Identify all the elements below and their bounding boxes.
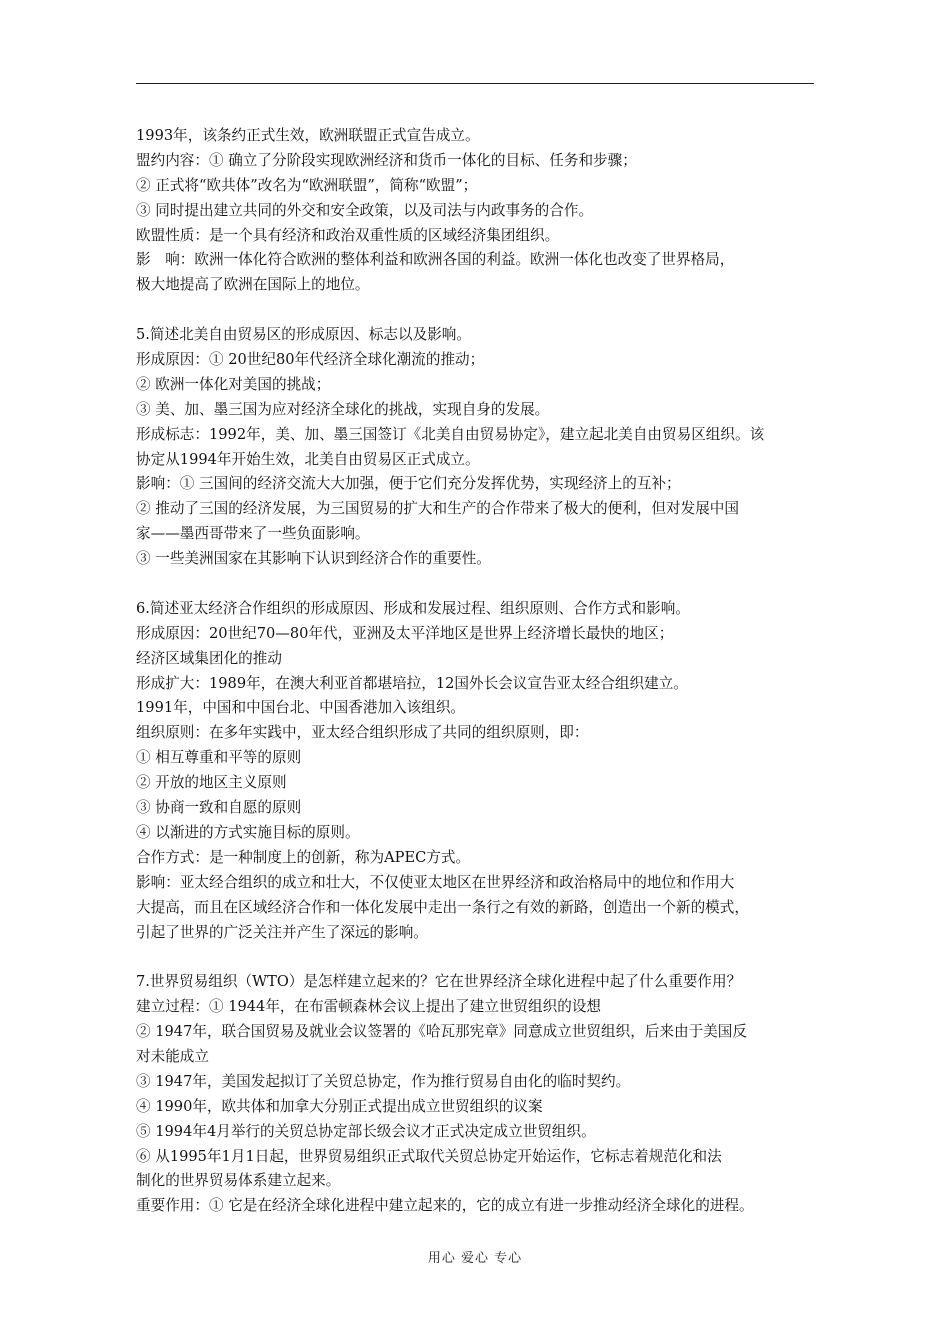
text-line: 形成扩大：1989年，在澳大利亚首都堪培拉，12国外长会议宣告亚太经合组织建立。 bbox=[136, 674, 688, 692]
text-line: 影响：① 三国间的经济交流大大加强，便于它们充分发挥优势，实现经济上的互补； bbox=[136, 475, 681, 493]
text-line: ④ 1990年，欧共体和加拿大分别正式提出成立世贸组织的议案 bbox=[136, 1097, 543, 1115]
text-line: ② 欧洲一体化对美国的挑战； bbox=[136, 375, 331, 393]
text-line: 建立过程：① 1944年，在布雷顿森林会议上提出了建立世贸组织的设想 bbox=[136, 998, 602, 1016]
text-line: ③ 同时提出建立共同的外交和安全政策，以及司法与内政事务的合作。 bbox=[136, 201, 594, 219]
text-line: 引起了世界的广泛关注并产生了深远的影响。 bbox=[136, 923, 428, 941]
text-line: 影 响：欧洲一体化符合欧洲的整体利益和欧洲各国的利益。欧洲一体化也改变了世界格局， bbox=[136, 251, 735, 269]
header-rule bbox=[136, 83, 814, 84]
text-line: 形成原因：① 20世纪80年代经济全球化潮流的推动； bbox=[136, 351, 485, 369]
text-line: 1991年，中国和中国台北、中国香港加入该组织。 bbox=[136, 699, 466, 717]
text-line: 经济区域集团化的推动 bbox=[136, 649, 282, 667]
page-footer: 用心 爱心 专心 bbox=[427, 1251, 523, 1266]
text-line: 形成标志：1992年，美、加、墨三国签订《北美自由贸易协定》，建立起北美自由贸易区组织。该 bbox=[136, 425, 765, 443]
text-line: 组织原则：在多年实践中，亚太经合组织形成了共同的组织原则，即： bbox=[136, 724, 589, 742]
text-line: ② 1947年，联合国贸易及就业会议签署的《哈瓦那宪章》同意成立世贸组织，后来由于美国反 bbox=[136, 1023, 747, 1041]
text-line: 对未能成立 bbox=[136, 1047, 209, 1065]
text-line: 盟约内容：① 确立了分阶段实现欧洲经济和货币一体化的目标、任务和步骤； bbox=[136, 151, 637, 169]
text-line: 重要作用：① 它是在经济全球化进程中建立起来的，它的成立有进一步推动经济全球化的进程。 bbox=[136, 1197, 754, 1215]
text-line: ③ 1947年，美国发起拟订了关贸总协定，作为推行贸易自由化的临时契约。 bbox=[136, 1072, 631, 1090]
text-line: ③ 一些美洲国家在其影响下认识到经济合作的重要性。 bbox=[136, 550, 491, 568]
text-line: ② 正式将“欧共体”改名为“欧洲联盟”，简称“欧盟”； bbox=[136, 176, 478, 194]
text-line: 极大地提高了欧洲在国际上的地位。 bbox=[136, 276, 370, 294]
text-line: 形成原因：20世纪70—80年代，亚洲及太平洋地区是世界上经济增长最快的地区； bbox=[136, 624, 674, 642]
text-line: ① 相互尊重和平等的原则 bbox=[136, 749, 302, 767]
text-line: 影响：亚太经合组织的成立和壮大，不仅使亚太地区在世界经济和政治格局中的地位和作用大 bbox=[136, 873, 735, 891]
text-line: ⑤ 1994年4月举行的关贸总协定部长级会议才正式决定成立世贸组织。 bbox=[136, 1122, 596, 1140]
paragraph-gap bbox=[136, 298, 826, 323]
text-line: 1993年，该条约正式生效，欧洲联盟正式宣告成立。 bbox=[136, 127, 480, 144]
text-line: 合作方式：是一种制度上的创新，称为APEC方式。 bbox=[136, 848, 471, 866]
paragraph-gap bbox=[136, 945, 826, 970]
text-line: ② 推动了三国的经济发展，为三国贸易的扩大和生产的合作带来了极大的便利，但对发展中国 bbox=[136, 500, 739, 518]
text-line: 大提高，而且在区域经济合作和一体化发展中走出一条行之有效的新路，创造出一个新的模式， bbox=[136, 898, 749, 916]
text-line: 协定从1994年开始生效，北美自由贸易区正式成立。 bbox=[136, 450, 480, 468]
text-line: ④ 以渐进的方式实施目标的原则。 bbox=[136, 823, 360, 841]
text-line: 家——墨西哥带来了一些负面影响。 bbox=[136, 525, 370, 543]
text-line: ② 开放的地区主义原则 bbox=[136, 774, 287, 792]
text-line: 5.简述北美自由贸易区的形成原因、标志以及影响。 bbox=[136, 326, 471, 344]
text-line: ③ 美、加、墨三国为应对经济全球化的挑战，实现自身的发展。 bbox=[136, 400, 550, 418]
text-line: 制化的世界贸易体系建立起来。 bbox=[136, 1172, 341, 1190]
paragraph-gap bbox=[136, 572, 826, 597]
text-line: 6.简述亚太经济合作组织的形成原因、形成和发展过程、组织原则、合作方式和影响。 bbox=[136, 599, 690, 617]
document-body bbox=[136, 124, 826, 1219]
text-line: ③ 协商一致和自愿的原则 bbox=[136, 799, 302, 817]
text-line: 欧盟性质：是一个具有经济和政治双重性质的区域经济集团组织。 bbox=[136, 226, 560, 244]
text-line: ⑥ 从1995年1月1日起，世界贸易组织正式取代关贸总协定开始运作，它标志着规范化和法 bbox=[136, 1147, 722, 1165]
text-line: 7.世界贸易组织（WTO）是怎样建立起来的？它在世界经济全球化进程中起了什么重要作用？ bbox=[136, 973, 742, 991]
